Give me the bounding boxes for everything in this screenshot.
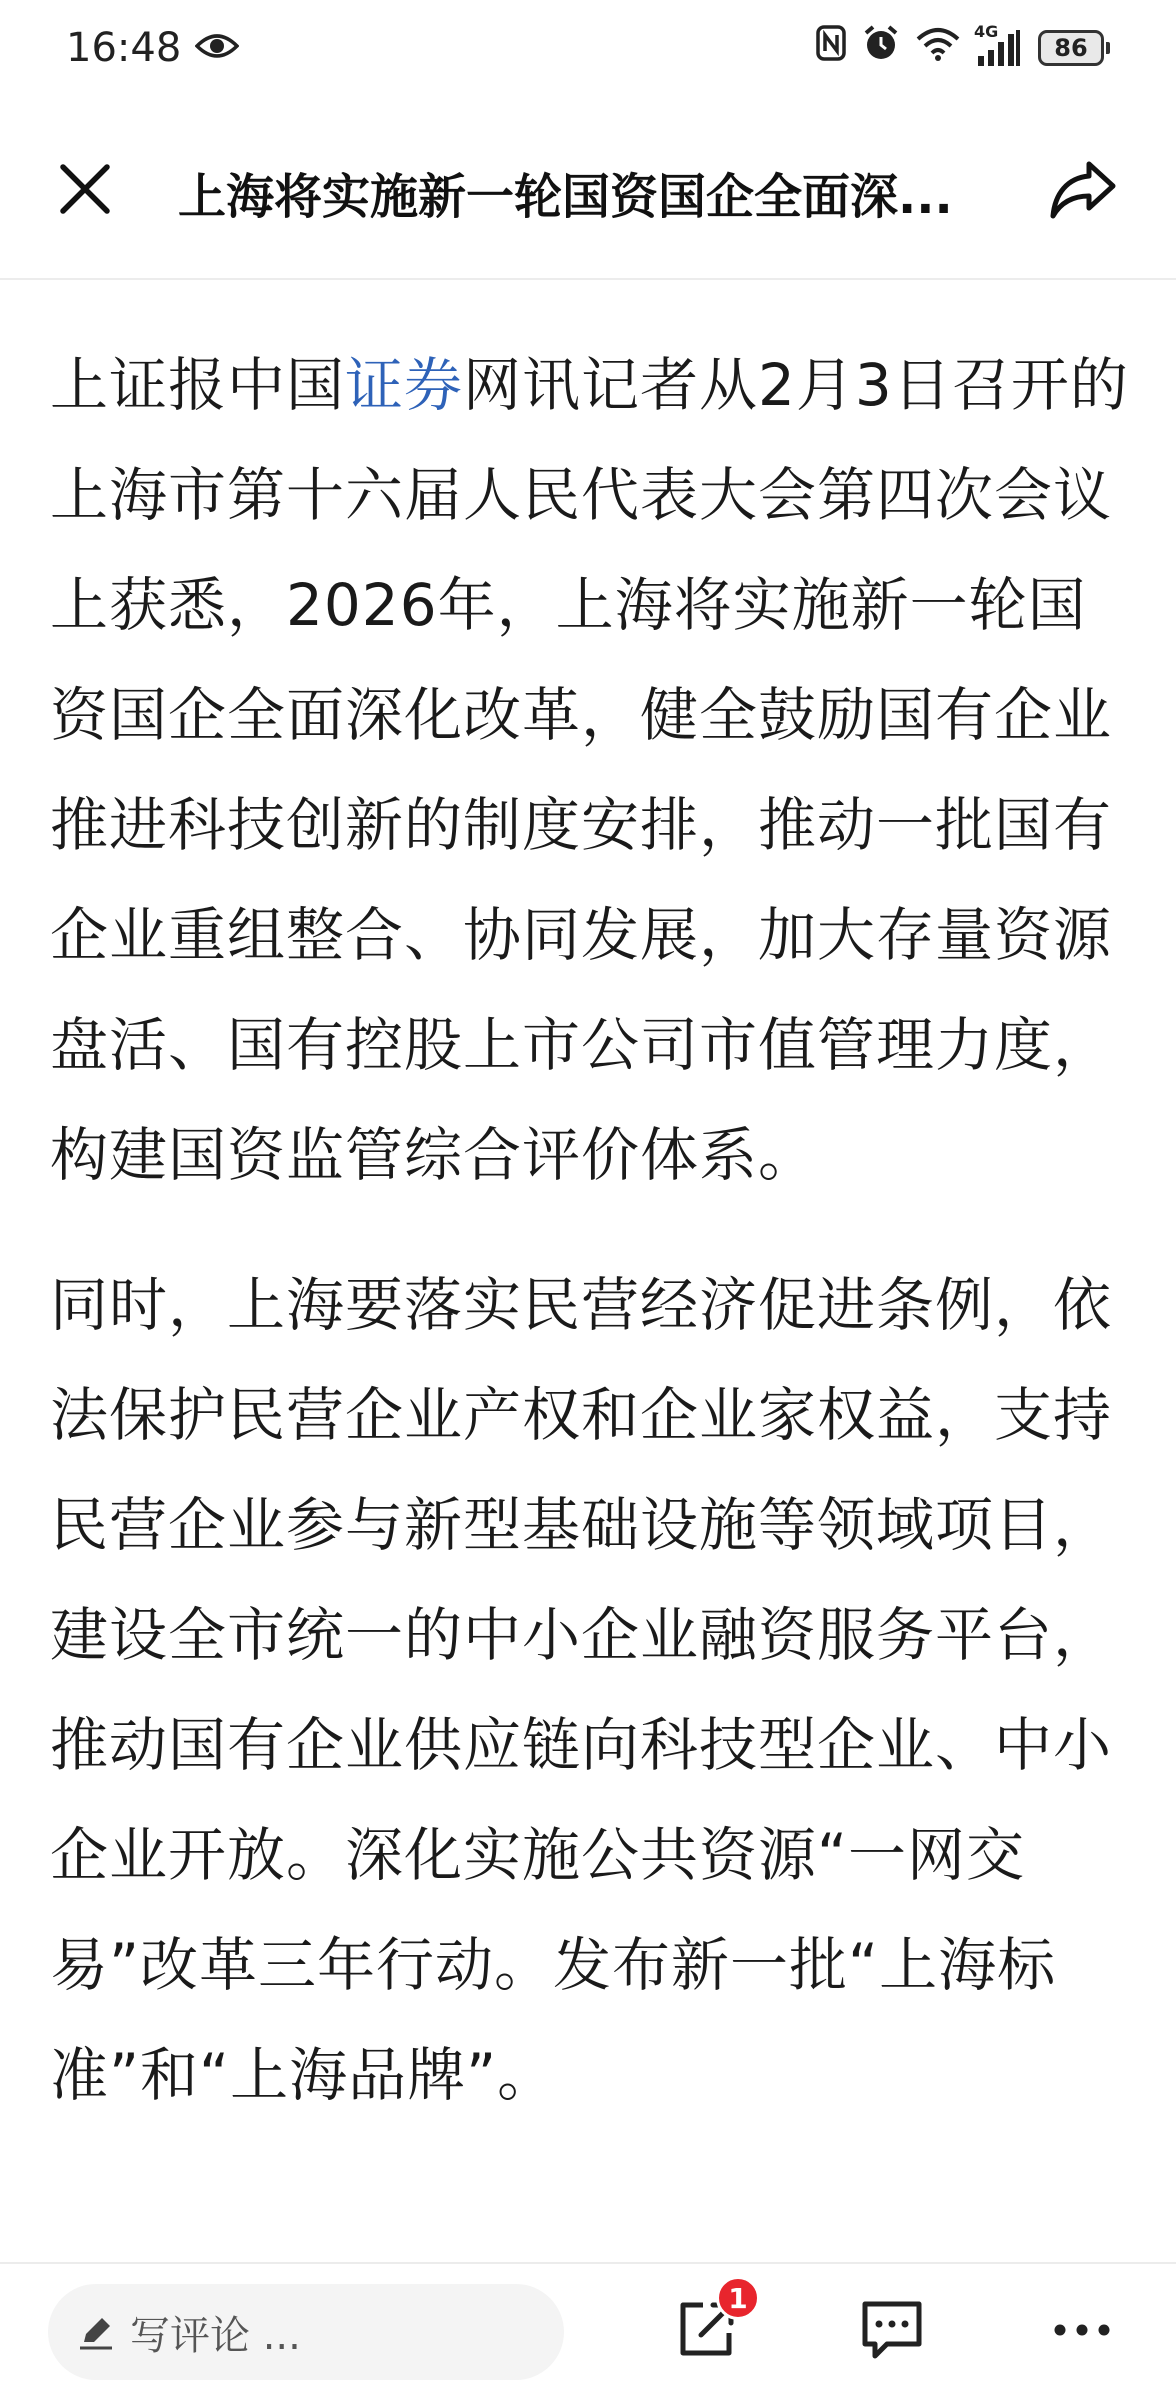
more-icon (1052, 2322, 1112, 2338)
forward-count-badge: 1 (716, 2276, 760, 2320)
more-button[interactable] (1042, 2290, 1122, 2370)
signal-icon (974, 22, 1022, 66)
article-body (50, 330, 1134, 2170)
paragraph-text: 上证报中国 (50, 351, 346, 419)
keyword-link[interactable]: 证券 (345, 351, 464, 419)
network-type: 4G (974, 22, 999, 41)
page-title: 上海将实施新一轮国资国企全面深... (178, 169, 953, 225)
alarm-icon (862, 24, 900, 72)
wifi-icon (916, 25, 960, 71)
nfc-icon (816, 25, 846, 71)
comment-placeholder: 写评论 ... (130, 2312, 301, 2359)
close-button[interactable] (52, 156, 118, 222)
paragraph-text: 网讯记者从2月3日召开的上海市第十六届人民代表大会第四次会议上获悉，2026年，上海将实施新一轮国资国企全面深化改革，健全鼓励国有企业推进科技创新的制度安排，推动一批国有企业重组整合、协同发展，加大存量资源盘活、国有控股上市公司市值管理力度，构建国资监管综合评价体系。 (50, 351, 1129, 1189)
battery-level: 86 (1038, 30, 1104, 66)
article-paragraph-1 (50, 330, 1134, 1210)
status-time: 16:48 (66, 25, 182, 71)
bottom-action-bar (0, 2262, 1176, 2400)
comments-button[interactable] (852, 2290, 932, 2370)
share-icon (1049, 158, 1119, 220)
forward-button[interactable] (666, 2281, 748, 2370)
share-button[interactable] (1046, 154, 1122, 224)
article-header (0, 96, 1176, 280)
eye-icon (195, 25, 239, 71)
comment-input[interactable] (48, 2284, 564, 2380)
pen-icon (76, 2312, 116, 2352)
comment-icon (859, 2298, 925, 2362)
battery-icon (1038, 30, 1110, 66)
article-paragraph-2: 同时，上海要落实民营经济促进条例，依法保护民营企业产权和企业家权益，支持民营企业参与新型基础设施等领域项目，建设全市统一的中小企业融资服务平台，推动国有企业供应链向科技型企业、中小企业开放。深化实施公共资源“一网交易”改革三年行动。发布新一批“上海标准”和“上海品牌”。 (50, 1271, 1113, 2109)
status-bar (0, 0, 1176, 96)
close-icon (57, 161, 113, 217)
